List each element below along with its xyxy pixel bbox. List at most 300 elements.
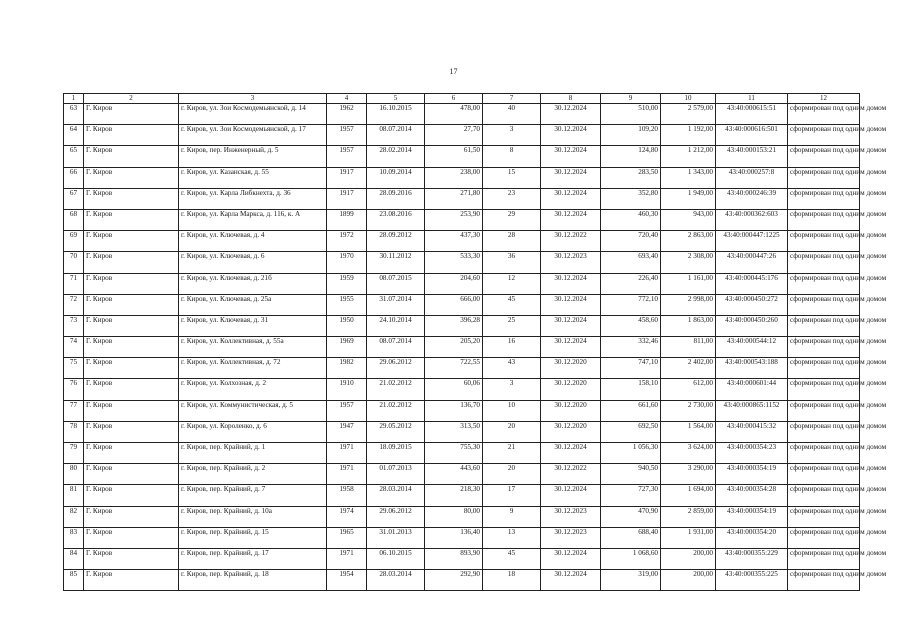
- deadline-cell: 30.12.2020: [541, 358, 601, 379]
- row-number-cell: 72: [64, 294, 84, 315]
- row-number-cell: 65: [64, 146, 84, 167]
- build-year-cell: 1954: [327, 570, 367, 591]
- build-year-cell: 1899: [327, 209, 367, 230]
- deadline-cell: 30.12.2023: [541, 252, 601, 273]
- area-cell: 893,90: [425, 548, 483, 569]
- city-cell: Г. Киров: [84, 506, 179, 527]
- area-cell: 136,40: [425, 527, 483, 548]
- residents-cell: 9: [483, 506, 541, 527]
- land-area-cell: 200,00: [661, 548, 716, 569]
- deadline-cell: 30.12.2022: [541, 231, 601, 252]
- row-number-cell: 75: [64, 358, 84, 379]
- status-cell: сформирован под одним домом: [788, 188, 860, 209]
- total-area-cell: 352,80: [601, 188, 661, 209]
- total-area-cell: 109,20: [601, 125, 661, 146]
- address-cell: г. Киров, пер. Крайний, д. 7: [179, 485, 327, 506]
- deadline-cell: 30.12.2024: [541, 485, 601, 506]
- address-cell: г. Киров, пер. Крайний, д. 10а: [179, 506, 327, 527]
- column-number: 12: [788, 94, 860, 104]
- address-cell: г. Киров, ул. Казанская, д. 55: [179, 167, 327, 188]
- city-cell: Г. Киров: [84, 485, 179, 506]
- cadastral-number-cell: 43:40:000615:51: [716, 104, 788, 125]
- address-cell: г. Киров, пер. Крайний, д. 1: [179, 443, 327, 464]
- address-cell: г. Киров, ул. Коллективная, д. 55а: [179, 337, 327, 358]
- table-row: [64, 167, 860, 188]
- cadastral-number-cell: 43:40:000354:28: [716, 485, 788, 506]
- column-number-row: [64, 94, 860, 104]
- status-cell: сформирован под одним домом: [788, 506, 860, 527]
- build-year-cell: 1970: [327, 252, 367, 273]
- city-cell: Г. Киров: [84, 379, 179, 400]
- cadastral-number-cell: 43:40:000447:1225: [716, 231, 788, 252]
- area-cell: 292,90: [425, 570, 483, 591]
- total-area-cell: 1 056,30: [601, 443, 661, 464]
- residents-cell: 21: [483, 443, 541, 464]
- cadastral-number-cell: 43:40:000447:26: [716, 252, 788, 273]
- column-number: 5: [367, 94, 425, 104]
- table-row: [64, 421, 860, 442]
- address-cell: г. Киров, ул. Коммунистическая, д. 5: [179, 400, 327, 421]
- city-cell: Г. Киров: [84, 146, 179, 167]
- residents-cell: 29: [483, 209, 541, 230]
- build-year-cell: 1962: [327, 104, 367, 125]
- status-cell: сформирован под одним домом: [788, 548, 860, 569]
- address-cell: г. Киров, пер. Крайний, д. 15: [179, 527, 327, 548]
- area-cell: 136,70: [425, 400, 483, 421]
- deadline-cell: 30.12.2024: [541, 273, 601, 294]
- address-cell: г. Киров, пер. Крайний, д. 18: [179, 570, 327, 591]
- date-cell: 30.11.2012: [367, 252, 425, 273]
- city-cell: Г. Киров: [84, 273, 179, 294]
- date-cell: 28.09.2016: [367, 188, 425, 209]
- land-area-cell: 612,00: [661, 379, 716, 400]
- land-area-cell: 1 564,00: [661, 421, 716, 442]
- city-cell: Г. Киров: [84, 548, 179, 569]
- city-cell: Г. Киров: [84, 570, 179, 591]
- row-number-cell: 79: [64, 443, 84, 464]
- status-cell: сформирован под одним домом: [788, 146, 860, 167]
- deadline-cell: 30.12.2024: [541, 188, 601, 209]
- status-cell: сформирован под одним домом: [788, 485, 860, 506]
- total-area-cell: 688,40: [601, 527, 661, 548]
- build-year-cell: 1950: [327, 315, 367, 336]
- date-cell: 18.09.2015: [367, 443, 425, 464]
- land-area-cell: 943,00: [661, 209, 716, 230]
- land-area-cell: 1 931,00: [661, 527, 716, 548]
- land-area-cell: 200,00: [661, 570, 716, 591]
- column-number: 7: [483, 94, 541, 104]
- land-area-cell: 2 859,00: [661, 506, 716, 527]
- deadline-cell: 30.12.2024: [541, 315, 601, 336]
- residents-cell: 45: [483, 548, 541, 569]
- date-cell: 28.02.2014: [367, 146, 425, 167]
- address-cell: г. Киров, ул. Ключевая, д. 6: [179, 252, 327, 273]
- build-year-cell: 1971: [327, 464, 367, 485]
- column-number: 4: [327, 94, 367, 104]
- build-year-cell: 1947: [327, 421, 367, 442]
- status-cell: сформирован под одним домом: [788, 209, 860, 230]
- address-cell: г. Киров, ул. Зои Космодемьянской, д. 17: [179, 125, 327, 146]
- land-area-cell: 1 192,00: [661, 125, 716, 146]
- date-cell: 28.09.2012: [367, 231, 425, 252]
- status-cell: сформирован под одним домом: [788, 527, 860, 548]
- table-row: [64, 125, 860, 146]
- total-area-cell: 727,30: [601, 485, 661, 506]
- build-year-cell: 1917: [327, 188, 367, 209]
- status-cell: сформирован под одним домом: [788, 273, 860, 294]
- city-cell: Г. Киров: [84, 400, 179, 421]
- row-number-cell: 64: [64, 125, 84, 146]
- cadastral-number-cell: 43:40:000257:8: [716, 167, 788, 188]
- deadline-cell: 30.12.2022: [541, 464, 601, 485]
- area-cell: 27,70: [425, 125, 483, 146]
- residents-cell: 3: [483, 125, 541, 146]
- deadline-cell: 30.12.2024: [541, 125, 601, 146]
- residents-cell: 40: [483, 104, 541, 125]
- city-cell: Г. Киров: [84, 443, 179, 464]
- date-cell: 08.07.2014: [367, 337, 425, 358]
- build-year-cell: 1965: [327, 527, 367, 548]
- date-cell: 08.07.2015: [367, 273, 425, 294]
- build-year-cell: 1955: [327, 294, 367, 315]
- land-area-cell: 1 343,00: [661, 167, 716, 188]
- residents-cell: 20: [483, 464, 541, 485]
- area-cell: 313,50: [425, 421, 483, 442]
- residents-cell: 3: [483, 379, 541, 400]
- deadline-cell: 30.12.2020: [541, 421, 601, 442]
- residents-cell: 20: [483, 421, 541, 442]
- address-cell: г. Киров, ул. Карла Либкнехта, д. 36: [179, 188, 327, 209]
- build-year-cell: 1958: [327, 485, 367, 506]
- address-cell: г. Киров, ул. Ключевая, д. 21б: [179, 273, 327, 294]
- cadastral-number-cell: 43:40:000246:39: [716, 188, 788, 209]
- build-year-cell: 1957: [327, 125, 367, 146]
- row-number-cell: 74: [64, 337, 84, 358]
- column-number: 1: [64, 94, 84, 104]
- row-number-cell: 81: [64, 485, 84, 506]
- total-area-cell: 458,60: [601, 315, 661, 336]
- date-cell: 01.07.2013: [367, 464, 425, 485]
- land-area-cell: 3 290,00: [661, 464, 716, 485]
- deadline-cell: 30.12.2024: [541, 570, 601, 591]
- address-cell: г. Киров, ул. Короленко, д. 6: [179, 421, 327, 442]
- address-cell: г. Киров, ул. Карла Маркса, д. 116, к. А: [179, 209, 327, 230]
- city-cell: Г. Киров: [84, 252, 179, 273]
- date-cell: 28.03.2014: [367, 485, 425, 506]
- land-area-cell: 2 730,00: [661, 400, 716, 421]
- status-cell: сформирован под одним домом: [788, 252, 860, 273]
- cadastral-number-cell: 43:40:000445:176: [716, 273, 788, 294]
- total-area-cell: 124,80: [601, 146, 661, 167]
- column-number: 6: [425, 94, 483, 104]
- total-area-cell: 692,50: [601, 421, 661, 442]
- cadastral-number-cell: 43:40:000415:32: [716, 421, 788, 442]
- row-number-cell: 71: [64, 273, 84, 294]
- total-area-cell: 693,40: [601, 252, 661, 273]
- cadastral-number-cell: 43:40:000355:225: [716, 570, 788, 591]
- housing-register-table: [63, 93, 887, 591]
- cadastral-number-cell: 43:40:000450:272: [716, 294, 788, 315]
- residents-cell: 23: [483, 188, 541, 209]
- date-cell: 29.05.2012: [367, 421, 425, 442]
- date-cell: 29.06.2012: [367, 358, 425, 379]
- date-cell: 08.07.2014: [367, 125, 425, 146]
- area-cell: 437,30: [425, 231, 483, 252]
- city-cell: Г. Киров: [84, 125, 179, 146]
- status-cell: сформирован под одним домом: [788, 379, 860, 400]
- land-area-cell: 2 998,00: [661, 294, 716, 315]
- residents-cell: 43: [483, 358, 541, 379]
- table-row: [64, 337, 860, 358]
- cadastral-number-cell: 43:40:000450:260: [716, 315, 788, 336]
- total-area-cell: 1 068,60: [601, 548, 661, 569]
- area-cell: 205,20: [425, 337, 483, 358]
- deadline-cell: 30.12.2024: [541, 294, 601, 315]
- residents-cell: 18: [483, 570, 541, 591]
- table-row: [64, 400, 860, 421]
- total-area-cell: 332,46: [601, 337, 661, 358]
- table-row: [64, 464, 860, 485]
- area-cell: 722,55: [425, 358, 483, 379]
- residents-cell: 45: [483, 294, 541, 315]
- address-cell: г. Киров, пер. Инженерный, д. 5: [179, 146, 327, 167]
- cadastral-number-cell: 43:40:000153:21: [716, 146, 788, 167]
- area-cell: 271,80: [425, 188, 483, 209]
- total-area-cell: 470,90: [601, 506, 661, 527]
- area-cell: 60,06: [425, 379, 483, 400]
- cadastral-number-cell: 43:40:000354:19: [716, 464, 788, 485]
- address-cell: г. Киров, ул. Ключевая, д. 25а: [179, 294, 327, 315]
- deadline-cell: 30.12.2024: [541, 104, 601, 125]
- area-cell: 443,60: [425, 464, 483, 485]
- row-number-cell: 82: [64, 506, 84, 527]
- address-cell: г. Киров, ул. Зои Космодемьянской, д. 14: [179, 104, 327, 125]
- city-cell: Г. Киров: [84, 188, 179, 209]
- column-number: 2: [84, 94, 179, 104]
- area-cell: 61,50: [425, 146, 483, 167]
- deadline-cell: 30.12.2024: [541, 548, 601, 569]
- date-cell: 24.10.2014: [367, 315, 425, 336]
- address-cell: г. Киров, пер. Крайний, д. 2: [179, 464, 327, 485]
- table-row: [64, 548, 860, 569]
- status-cell: сформирован под одним домом: [788, 570, 860, 591]
- build-year-cell: 1971: [327, 443, 367, 464]
- column-number: 11: [716, 94, 788, 104]
- total-area-cell: 226,40: [601, 273, 661, 294]
- cadastral-number-cell: 43:40:000544:12: [716, 337, 788, 358]
- deadline-cell: 30.12.2020: [541, 379, 601, 400]
- address-cell: г. Киров, ул. Ключевая, д. 4: [179, 231, 327, 252]
- column-number: 3: [179, 94, 327, 104]
- deadline-cell: 30.12.2024: [541, 443, 601, 464]
- residents-cell: 36: [483, 252, 541, 273]
- row-number-cell: 66: [64, 167, 84, 188]
- city-cell: Г. Киров: [84, 464, 179, 485]
- address-cell: г. Киров, пер. Крайний, д. 17: [179, 548, 327, 569]
- residents-cell: 12: [483, 273, 541, 294]
- row-number-cell: 80: [64, 464, 84, 485]
- total-area-cell: 720,40: [601, 231, 661, 252]
- row-number-cell: 63: [64, 104, 84, 125]
- table-row: [64, 231, 860, 252]
- cadastral-number-cell: 43:40:000865:1152: [716, 400, 788, 421]
- table-row: [64, 358, 860, 379]
- area-cell: 666,00: [425, 294, 483, 315]
- area-cell: 396,28: [425, 315, 483, 336]
- table-row: [64, 188, 860, 209]
- column-number: 8: [541, 94, 601, 104]
- area-cell: 755,30: [425, 443, 483, 464]
- city-cell: Г. Киров: [84, 231, 179, 252]
- area-cell: 80,00: [425, 506, 483, 527]
- date-cell: 31.07.2014: [367, 294, 425, 315]
- land-area-cell: 1 949,00: [661, 188, 716, 209]
- total-area-cell: 661,60: [601, 400, 661, 421]
- land-area-cell: 2 579,00: [661, 104, 716, 125]
- address-cell: г. Киров, ул. Ключевая, д. 31: [179, 315, 327, 336]
- status-cell: сформирован под одним домом: [788, 443, 860, 464]
- row-number-cell: 67: [64, 188, 84, 209]
- total-area-cell: 940,50: [601, 464, 661, 485]
- deadline-cell: 30.12.2024: [541, 337, 601, 358]
- table-row: [64, 104, 860, 125]
- status-cell: сформирован под одним домом: [788, 315, 860, 336]
- table-row: [64, 485, 860, 506]
- deadline-cell: 30.12.2020: [541, 400, 601, 421]
- row-number-cell: 78: [64, 421, 84, 442]
- total-area-cell: 747,10: [601, 358, 661, 379]
- status-cell: сформирован под одним домом: [788, 294, 860, 315]
- column-number: 9: [601, 94, 661, 104]
- status-cell: сформирован под одним домом: [788, 337, 860, 358]
- city-cell: Г. Киров: [84, 421, 179, 442]
- build-year-cell: 1972: [327, 231, 367, 252]
- build-year-cell: 1910: [327, 379, 367, 400]
- cadastral-number-cell: 43:40:000543:188: [716, 358, 788, 379]
- residents-cell: 8: [483, 146, 541, 167]
- deadline-cell: 30.12.2024: [541, 209, 601, 230]
- residents-cell: 15: [483, 167, 541, 188]
- date-cell: 28.03.2014: [367, 570, 425, 591]
- deadline-cell: 30.12.2024: [541, 167, 601, 188]
- table-row: [64, 443, 860, 464]
- total-area-cell: 460,30: [601, 209, 661, 230]
- cadastral-number-cell: 43:40:000355:229: [716, 548, 788, 569]
- table-row: [64, 570, 860, 591]
- status-cell: сформирован под одним домом: [788, 358, 860, 379]
- row-number-cell: 84: [64, 548, 84, 569]
- column-number: 10: [661, 94, 716, 104]
- table-row: [64, 315, 860, 336]
- status-cell: сформирован под одним домом: [788, 104, 860, 125]
- cadastral-number-cell: 43:40:000616:501: [716, 125, 788, 146]
- table-row: [64, 294, 860, 315]
- cadastral-number-cell: 43:40:000362:603: [716, 209, 788, 230]
- row-number-cell: 69: [64, 231, 84, 252]
- total-area-cell: 158,10: [601, 379, 661, 400]
- area-cell: 533,30: [425, 252, 483, 273]
- status-cell: сформирован под одним домом: [788, 464, 860, 485]
- city-cell: Г. Киров: [84, 527, 179, 548]
- address-cell: г. Киров, ул. Колхозная, д. 2: [179, 379, 327, 400]
- row-number-cell: 83: [64, 527, 84, 548]
- land-area-cell: 811,00: [661, 337, 716, 358]
- date-cell: 23.08.2016: [367, 209, 425, 230]
- deadline-cell: 30.12.2023: [541, 506, 601, 527]
- build-year-cell: 1957: [327, 400, 367, 421]
- status-cell: сформирован под одним домом: [788, 400, 860, 421]
- table-row: [64, 252, 860, 273]
- cadastral-number-cell: 43:40:000601:44: [716, 379, 788, 400]
- date-cell: 21.02.2012: [367, 379, 425, 400]
- build-year-cell: 1971: [327, 548, 367, 569]
- date-cell: 29.06.2012: [367, 506, 425, 527]
- table-row: [64, 506, 860, 527]
- land-area-cell: 2 308,00: [661, 252, 716, 273]
- row-number-cell: 76: [64, 379, 84, 400]
- table-row: [64, 379, 860, 400]
- row-number-cell: 73: [64, 315, 84, 336]
- table-row: [64, 209, 860, 230]
- total-area-cell: 283,50: [601, 167, 661, 188]
- land-area-cell: 1 863,00: [661, 315, 716, 336]
- build-year-cell: 1969: [327, 337, 367, 358]
- deadline-cell: 30.12.2023: [541, 527, 601, 548]
- cadastral-number-cell: 43:40:000354:19: [716, 506, 788, 527]
- land-area-cell: 2 402,00: [661, 358, 716, 379]
- city-cell: Г. Киров: [84, 358, 179, 379]
- status-cell: сформирован под одним домом: [788, 231, 860, 252]
- date-cell: 31.01.2013: [367, 527, 425, 548]
- area-cell: 253,90: [425, 209, 483, 230]
- row-number-cell: 77: [64, 400, 84, 421]
- build-year-cell: 1974: [327, 506, 367, 527]
- land-area-cell: 1 161,00: [661, 273, 716, 294]
- residents-cell: 17: [483, 485, 541, 506]
- row-number-cell: 68: [64, 209, 84, 230]
- city-cell: Г. Киров: [84, 104, 179, 125]
- residents-cell: 28: [483, 231, 541, 252]
- table-row: [64, 273, 860, 294]
- status-cell: сформирован под одним домом: [788, 421, 860, 442]
- address-cell: г. Киров, ул. Коллективная, д. 72: [179, 358, 327, 379]
- build-year-cell: 1957: [327, 146, 367, 167]
- residents-cell: 25: [483, 315, 541, 336]
- area-cell: 218,30: [425, 485, 483, 506]
- city-cell: Г. Киров: [84, 209, 179, 230]
- land-area-cell: 1 212,00: [661, 146, 716, 167]
- date-cell: 06.10.2015: [367, 548, 425, 569]
- cadastral-number-cell: 43:40:000354:20: [716, 527, 788, 548]
- city-cell: Г. Киров: [84, 315, 179, 336]
- land-area-cell: 2 863,00: [661, 231, 716, 252]
- date-cell: 10.09.2014: [367, 167, 425, 188]
- deadline-cell: 30.12.2024: [541, 146, 601, 167]
- land-area-cell: 1 694,00: [661, 485, 716, 506]
- status-cell: сформирован под одним домом: [788, 167, 860, 188]
- total-area-cell: 510,00: [601, 104, 661, 125]
- row-number-cell: 70: [64, 252, 84, 273]
- row-number-cell: 85: [64, 570, 84, 591]
- table-row: [64, 527, 860, 548]
- date-cell: 16.10.2015: [367, 104, 425, 125]
- page-number: 17: [449, 67, 458, 76]
- residents-cell: 13: [483, 527, 541, 548]
- table-row: [64, 146, 860, 167]
- total-area-cell: 319,00: [601, 570, 661, 591]
- cadastral-number-cell: 43:40:000354:23: [716, 443, 788, 464]
- city-cell: Г. Киров: [84, 337, 179, 358]
